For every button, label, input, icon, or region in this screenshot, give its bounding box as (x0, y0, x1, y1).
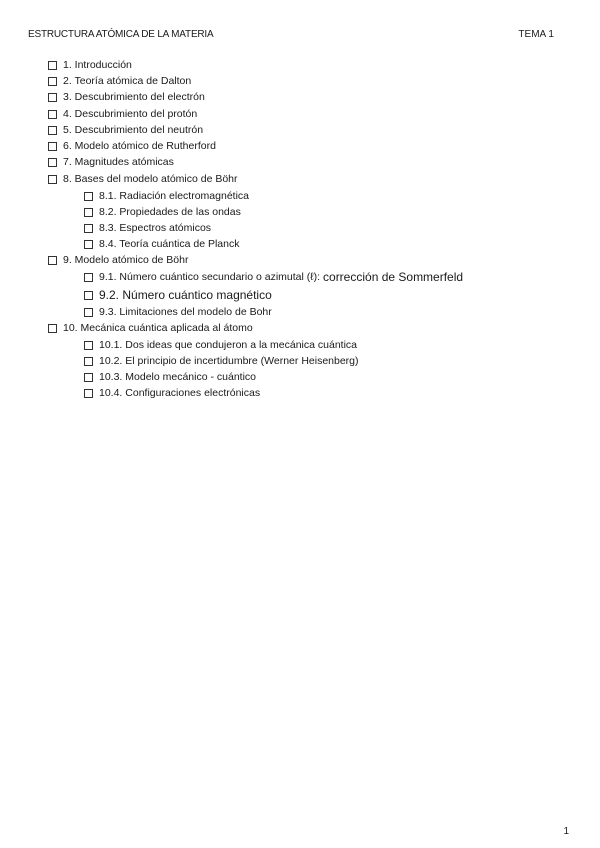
checkbox[interactable] (84, 192, 93, 201)
checkbox[interactable] (84, 357, 93, 366)
toc-item (48, 58, 132, 72)
toc-item (48, 123, 203, 137)
checkbox[interactable] (48, 93, 57, 102)
toc-subitem (84, 386, 260, 400)
checkbox[interactable] (84, 389, 93, 398)
checkbox[interactable] (84, 341, 93, 350)
toc-label: 10. Mecánica cuántica aplicada al átomo (63, 322, 253, 334)
toc-item (48, 172, 238, 186)
toc-label: 4. Descubrimiento del protón (63, 108, 198, 120)
toc-label: 10.2. El principio de incertidumbre (Werner Heisenberg) (99, 355, 359, 367)
toc-item (48, 321, 253, 335)
unit-label: TEMA 1 (518, 29, 554, 40)
toc-label: 8. Bases del modelo atómico de Böhr (63, 173, 238, 185)
toc-label: 9.1. Número cuántico secundario o azimutal (ℓ): (99, 271, 321, 283)
toc-subitem (84, 221, 211, 235)
toc-label: 8.3. Espectros atómicos (99, 222, 212, 234)
page-number: 1 (563, 826, 569, 837)
toc-subitem (84, 189, 249, 203)
toc-label: 8.4. Teoría cuántica de Planck (99, 238, 240, 250)
checkbox[interactable] (48, 324, 57, 333)
toc-label: 1. Introducción (63, 59, 132, 71)
checkbox[interactable] (48, 110, 57, 119)
toc-item (48, 74, 191, 88)
toc-label: 9. Modelo atómico de Böhr (63, 254, 189, 266)
checkbox[interactable] (48, 158, 57, 167)
toc-label: 9.2. Número cuántico magnético (99, 288, 272, 302)
toc-subitem (84, 305, 272, 319)
toc-subitem (84, 354, 359, 368)
checkbox[interactable] (84, 308, 93, 317)
toc-label: 3. Descubrimiento del electrón (63, 91, 205, 103)
toc-label: 8.2. Propiedades de las ondas (99, 206, 241, 218)
toc-item (48, 253, 189, 267)
toc-label: 8.1. Radiación electromagnética (99, 190, 250, 202)
toc-label: 10.1. Dos ideas que condujeron a la mecánica cuántica (99, 339, 357, 351)
checkbox[interactable] (84, 373, 93, 382)
toc-item (48, 155, 174, 169)
toc-item (48, 107, 197, 121)
checkbox[interactable] (84, 208, 93, 217)
toc-subitem (84, 270, 463, 284)
checkbox[interactable] (84, 273, 93, 282)
toc-label: 5. Descubrimiento del neutrón (63, 124, 204, 136)
checkbox[interactable] (48, 77, 57, 86)
toc-label: 2. Teoría atómica de Dalton (63, 75, 192, 87)
checkbox[interactable] (84, 224, 93, 233)
toc-label-continuation: corrección de Sommerfeld (323, 270, 464, 284)
toc-subitem (84, 288, 272, 302)
document-title: ESTRUCTURA ATÓMICA DE LA MATERIA (28, 29, 214, 40)
checkbox[interactable] (84, 240, 93, 249)
toc-label: 10.3. Modelo mecánico - cuántico (99, 371, 257, 383)
checkbox[interactable] (84, 291, 93, 300)
toc-label: 9.3. Limitaciones del modelo de Bohr (99, 306, 272, 318)
checkbox[interactable] (48, 142, 57, 151)
checkbox[interactable] (48, 256, 57, 265)
toc-subitem (84, 205, 241, 219)
checkbox[interactable] (48, 175, 57, 184)
toc-label: 10.4. Configuraciones electrónicas (99, 387, 261, 399)
toc-subitem (84, 338, 357, 352)
toc-label: 6. Modelo atómico de Rutherford (63, 140, 216, 152)
toc-item (48, 90, 205, 104)
checkbox[interactable] (48, 126, 57, 135)
toc-item (48, 139, 216, 153)
checkbox[interactable] (48, 61, 57, 70)
toc-subitem (84, 237, 239, 251)
toc-label: 7. Magnitudes atómicas (63, 156, 174, 168)
toc-subitem (84, 370, 256, 384)
